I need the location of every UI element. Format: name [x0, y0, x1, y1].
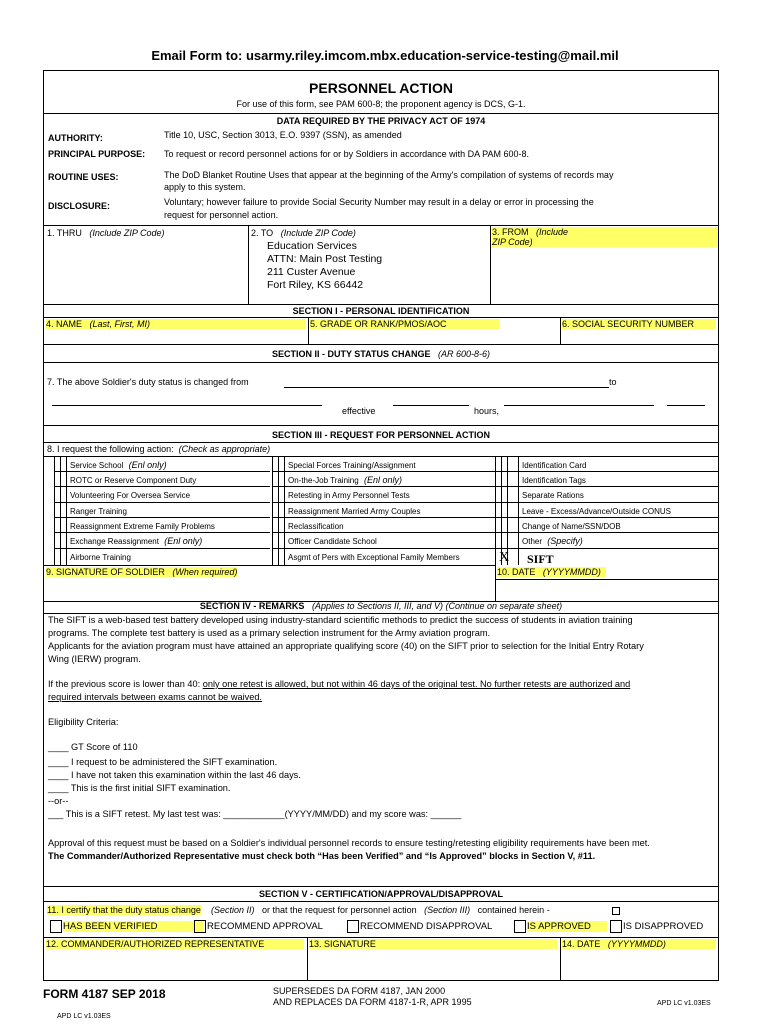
action-exchange-reassignment[interactable]: Exchange Reassignment (Enl only) [70, 536, 203, 546]
section-2-hint: (AR 600-8-6) [438, 349, 491, 359]
remarks-p1-line3: Applicants for the aviation program must have attained an appropriate qualifying score (40) on the SIFT prior to selection for the Initial Entry Rotary [48, 641, 644, 651]
effective-date-blank[interactable] [393, 405, 469, 406]
eligibility-not-taken[interactable]: ____ I have not taken this examination within the last 46 days. [48, 770, 301, 780]
action-retesting[interactable]: Retesting in Army Personnel Tests [288, 491, 410, 500]
approval-options [44, 919, 718, 935]
section-3-header: SECTION III - REQUEST FOR PERSONNEL ACTION [271, 430, 491, 440]
purpose-text: To request or record personnel actions for or by Soldiers in accordance with DA PAM 600-8. [164, 149, 530, 159]
from-label: 3. FROM [492, 227, 529, 237]
soldier-signature-hint: (When required) [172, 567, 238, 577]
approval-note: Approval of this request must be based on a Soldier's individual personnel records to ensure testing/retesting eligibility requirements have been met. [48, 838, 650, 848]
section-4-header-row [44, 601, 718, 611]
soldier-signature-label: 9. SIGNATURE OF SOLDIER [46, 567, 165, 577]
has-been-verified-checkbox[interactable] [50, 920, 62, 933]
is-approved-checkbox[interactable] [514, 920, 526, 933]
name-field[interactable] [46, 319, 306, 329]
is-disapproved-checkbox[interactable] [610, 920, 622, 933]
grade-field[interactable] [310, 319, 500, 329]
disclosure-text: Voluntary; however failure to provide Social Security Number may result in a delay or error in processing the [164, 197, 594, 207]
form-id: FORM 4187 SEP 2018 [43, 987, 166, 1001]
grade-label: 5. GRADE OR RANK/PMOS/AOC [310, 319, 447, 329]
eligibility-or: --or-- [48, 796, 69, 806]
to-address [267, 240, 382, 292]
action-rotc-duty[interactable]: ROTC or Reserve Component Duty [70, 476, 197, 485]
request-hint: (Check as appropriate) [178, 444, 271, 454]
action-ojt[interactable]: On-the-Job Training (Enl only) [288, 475, 402, 485]
is-disapproved-label: IS DISAPPROVED [623, 921, 704, 932]
commander-label: 12. COMMANDER/AUTHORIZED REPRESENTATIVE [46, 939, 265, 949]
action-change-name[interactable]: Change of Name/SSN/DOB [522, 522, 621, 531]
disclosure-text-cont: request for personnel action. [164, 210, 279, 220]
action-married-couples[interactable]: Reassignment Married Army Couples [288, 507, 421, 516]
certify-label: 11. I certify that the duty status change [47, 905, 201, 915]
remarks-p2-rule: only one retest is allowed, but not within 46 days of the original test. No further retests are authorized and [202, 679, 631, 689]
supersedes-line-2: AND REPLACES DA FORM 4187-1-R, APR 1995 [273, 997, 472, 1007]
purpose-label: PRINCIPAL PURPOSE: [48, 149, 146, 159]
certify-extra-checkbox[interactable] [612, 907, 620, 915]
duty-status-to-blank[interactable] [52, 405, 322, 406]
request-line [47, 444, 270, 454]
supersedes-line-1: SUPERSEDES DA FORM 4187, JAN 2000 [273, 986, 446, 996]
name-hint: (Last, First, MI) [89, 319, 151, 329]
duty-status-line: 7. The above Soldier's duty status is changed from [47, 377, 249, 387]
action-oversea-service[interactable]: Volunteering For Oversea Service [70, 491, 191, 500]
thru-field[interactable] [47, 228, 165, 238]
disclosure-label: DISCLOSURE: [48, 201, 111, 211]
action-id-tags[interactable]: Identification Tags [522, 476, 586, 485]
remarks-p2-rule-cont: required intervals between exams cannot be waived. [48, 692, 262, 702]
action-separate-rations[interactable]: Separate Rations [522, 491, 584, 500]
certify-line: 11. I certify that the duty status change (Section II) or that the request for personnel action (Section III) contained herein - [47, 905, 550, 915]
action-exceptional-family[interactable]: Asgmt of Pers with Exceptional Family Members [288, 553, 460, 562]
to-address-line-4: Fort Riley, KS 66442 [267, 279, 364, 291]
apd-version-right: APD LC v1.03ES [657, 1000, 711, 1007]
privacy-header: DATA REQUIRED BY THE PRIVACY ACT OF 1974 [276, 116, 486, 126]
section-4-header: SECTION IV - REMARKS [199, 601, 305, 611]
section-1-header: SECTION I - PERSONAL IDENTIFICATION [292, 306, 470, 316]
soldier-date-field[interactable] [497, 567, 606, 577]
section-2-header-row [44, 349, 718, 359]
form-title: PERSONNEL ACTION [309, 80, 453, 96]
other-specify-value[interactable]: SIFT [527, 552, 554, 566]
eligibility-request-sift[interactable]: ____ I request to be administered the SIFT examination. [48, 757, 278, 767]
action-service-school[interactable]: Service School (Enl only) [70, 460, 167, 470]
request-label: 8. I request the following action: [47, 444, 174, 454]
soldier-signature-field[interactable] [46, 567, 237, 577]
effective-word: effective [342, 406, 376, 416]
ssn-field[interactable] [562, 319, 716, 329]
personnel-action-form [43, 70, 719, 981]
signature-label: 13. SIGNATURE [309, 939, 376, 949]
action-leave[interactable]: Leave - Excess/Advance/Outside CONUS [522, 507, 671, 516]
extra-blank[interactable] [667, 405, 705, 406]
approval-date-label: 14. DATE [562, 939, 601, 949]
eligibility-gt-score[interactable]: ____ GT Score of 110 [48, 742, 138, 752]
approval-date-hint: (YYYYMMDD) [607, 939, 666, 949]
form-subtitle: For use of this form, see PAM 600-8; the proponent agency is DCS, G-1. [236, 99, 526, 109]
remarks-p1-line2: programs. The complete test battery is used as a primary selection instrument for the Army aviation program. [48, 628, 491, 638]
has-been-verified-label: HAS BEEN VERIFIED [63, 921, 203, 932]
remarks-p2-intro: If the previous score is lower than 40: [48, 679, 203, 689]
recommend-approval-checkbox[interactable] [194, 920, 206, 933]
section-2-header: SECTION II - DUTY STATUS CHANGE [271, 349, 431, 359]
action-id-card[interactable]: Identification Card [522, 461, 587, 470]
recommend-disapproval-checkbox[interactable] [347, 920, 359, 933]
signature-field[interactable] [309, 939, 557, 949]
remarks-p1-line4: Wing (IERW) program. [48, 654, 141, 664]
eligibility-retest[interactable]: ___ This is a SIFT retest. My last test was: ____________(YYYY/MM/DD) and my score was: ______ [48, 809, 462, 819]
thru-label: 1. THRU [47, 228, 82, 238]
hours-blank[interactable] [504, 405, 654, 406]
name-label: 4. NAME [46, 319, 83, 329]
action-reclassification[interactable]: Reclassification [288, 522, 344, 531]
soldier-date-hint: (YYYYMMDD) [542, 567, 601, 577]
to-field[interactable] [251, 228, 356, 238]
soldier-date-label: 10. DATE [497, 567, 536, 577]
authority-text: Title 10, USC, Section 3013, E.O. 9397 (SSN), as amended [164, 130, 402, 140]
thru-hint: (Include ZIP Code) [89, 228, 165, 238]
apd-version-left: APD LC v1.03ES [57, 1013, 111, 1020]
to-address-line-2: ATTN: Main Post Testing [267, 253, 383, 265]
action-other[interactable]: Other (Specify) [522, 536, 583, 546]
authority-label: AUTHORITY: [48, 133, 103, 143]
from-hint: (Include ZIP Code) [492, 227, 569, 247]
action-special-forces[interactable]: Special Forces Training/Assignment [288, 461, 416, 470]
approval-date-field[interactable] [562, 939, 716, 949]
action-extreme-family[interactable]: Reassignment Extreme Family Problems [70, 522, 215, 531]
from-field[interactable] [492, 227, 718, 247]
remarks-p1-line1: The SIFT is a web-based test battery developed using industry-standard scientific methods to predict the success of students in aviation training [48, 615, 633, 625]
duty-status-from-blank[interactable] [284, 387, 609, 388]
to-hint: (Include ZIP Code) [280, 228, 356, 238]
to-address-line-1: Education Services [267, 240, 357, 252]
ssn-label: 6. SOCIAL SECURITY NUMBER [562, 319, 695, 329]
eligibility-heading: Eligibility Criteria: [48, 717, 119, 727]
eligibility-first-initial[interactable]: ____ This is the first initial SIFT examination. [48, 783, 231, 793]
action-ocs[interactable]: Officer Candidate School [288, 537, 377, 546]
recommend-approval-label: RECOMMEND APPROVAL [207, 921, 323, 932]
email-instruction: Email Form to: usarmy.riley.imcom.mbx.education-service-testing@mail.mil [151, 48, 619, 63]
section-4-hint: (Applies to Sections II, III, and V) (Continue on separate sheet) [311, 601, 563, 611]
routine-uses-text-cont: apply to this system. [164, 182, 246, 192]
action-ranger-training[interactable]: Ranger Training [70, 507, 127, 516]
commander-note: The Commander/Authorized Representative must check both “Has been Verified” and “Is Approved” blocks in Section V, #11. [48, 851, 596, 861]
hours-word: hours, [474, 406, 500, 416]
routine-uses-text: The DoD Blanket Routine Uses that appear at the beginning of the Army's compilation of systems of records may [164, 170, 614, 180]
action-airborne-training[interactable]: Airborne Training [70, 553, 131, 562]
recommend-disapproval-label: RECOMMEND DISAPPROVAL [360, 921, 493, 932]
commander-field[interactable] [46, 939, 304, 949]
section-5-header: SECTION V - CERTIFICATION/APPROVAL/DISAPPROVAL [258, 889, 503, 899]
is-approved-label: IS APPROVED [527, 921, 607, 932]
to-address-line-3: 211 Custer Avenue [267, 266, 356, 278]
routine-uses-label: ROUTINE USES: [48, 172, 119, 182]
to-label: 2. TO [251, 228, 274, 238]
other-checkmark[interactable]: X [499, 550, 510, 565]
duty-status-to-word: to [609, 377, 617, 387]
remarks-body [48, 614, 716, 863]
